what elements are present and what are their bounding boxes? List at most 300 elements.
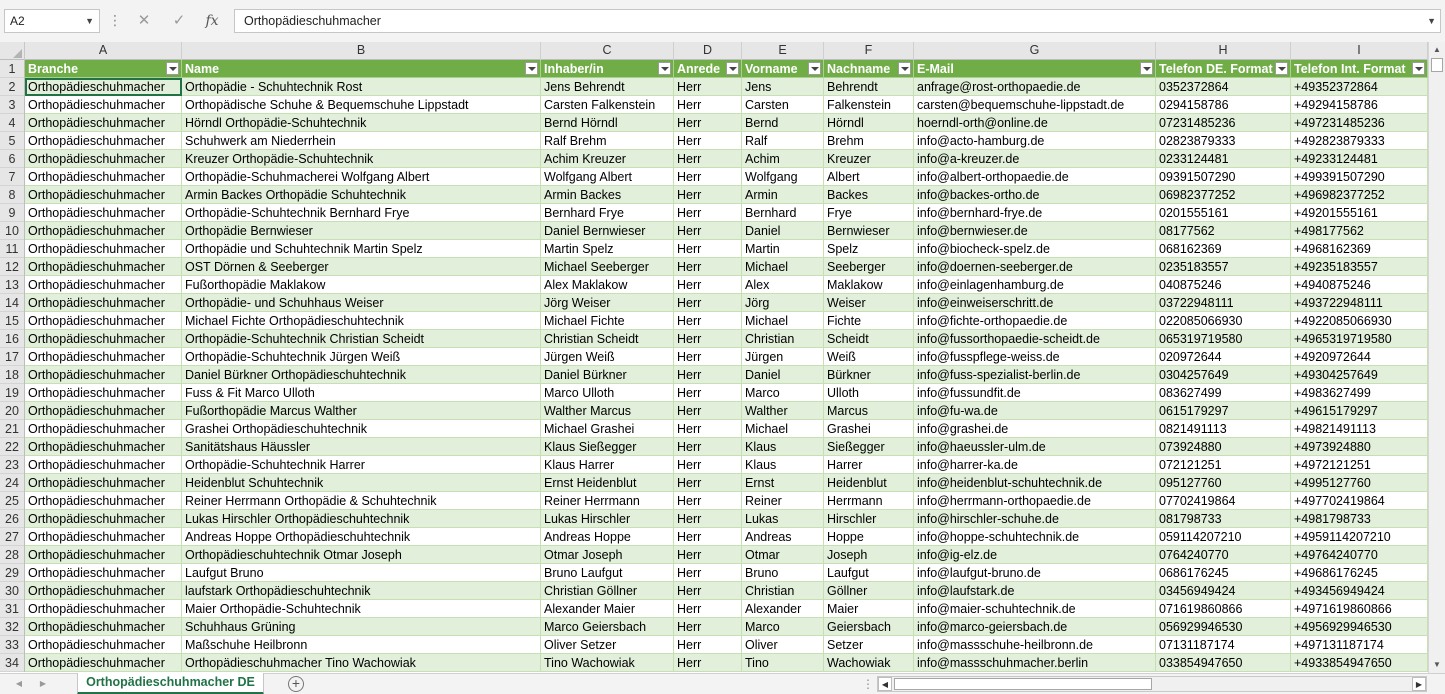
horizontal-scroll-thumb[interactable] — [894, 678, 1152, 690]
table-cell[interactable] — [742, 456, 824, 474]
table-cell[interactable] — [742, 78, 824, 96]
row-header[interactable]: 2 — [0, 78, 24, 96]
table-cell[interactable] — [1291, 618, 1428, 636]
table-cell[interactable] — [1156, 600, 1291, 618]
table-cell[interactable] — [1291, 240, 1428, 258]
table-cell[interactable] — [1291, 402, 1428, 420]
cancel-icon[interactable]: ✕ — [137, 12, 151, 29]
table-cell[interactable] — [824, 654, 914, 672]
table-cell[interactable] — [914, 474, 1156, 492]
table-cell[interactable] — [25, 168, 182, 186]
table-cell[interactable] — [25, 654, 182, 672]
table-cell[interactable] — [914, 492, 1156, 510]
table-cell[interactable] — [824, 438, 914, 456]
column-header-b[interactable]: B — [182, 42, 541, 60]
column-header-g[interactable]: G — [914, 42, 1156, 60]
vertical-scrollbar[interactable] — [1428, 42, 1445, 673]
table-cell[interactable] — [674, 438, 742, 456]
table-cell[interactable] — [182, 582, 541, 600]
row-header[interactable]: 26 — [0, 510, 24, 528]
table-cell[interactable] — [674, 150, 742, 168]
table-cell[interactable] — [914, 168, 1156, 186]
scroll-up-icon[interactable]: ▲ — [1433, 45, 1441, 54]
table-cell[interactable] — [182, 528, 541, 546]
table-cell[interactable] — [824, 564, 914, 582]
table-cell[interactable] — [824, 294, 914, 312]
row-header[interactable]: 24 — [0, 474, 24, 492]
table-cell[interactable] — [182, 96, 541, 114]
table-cell[interactable] — [182, 492, 541, 510]
row-header[interactable]: 27 — [0, 528, 24, 546]
table-cell[interactable] — [1291, 222, 1428, 240]
table-cell[interactable] — [25, 78, 182, 96]
table-cell[interactable] — [541, 600, 674, 618]
table-cell[interactable] — [824, 312, 914, 330]
table-cell[interactable] — [1291, 186, 1428, 204]
table-cell[interactable] — [541, 564, 674, 582]
insert-function-icon[interactable]: fx — [205, 13, 219, 29]
table-cell[interactable] — [541, 654, 674, 672]
header-cell[interactable] — [742, 60, 824, 78]
row-header[interactable]: 31 — [0, 600, 24, 618]
table-cell[interactable] — [742, 114, 824, 132]
table-cell[interactable] — [914, 204, 1156, 222]
table-cell[interactable] — [824, 546, 914, 564]
table-cell[interactable] — [182, 456, 541, 474]
table-cell[interactable] — [674, 258, 742, 276]
table-cell[interactable] — [674, 348, 742, 366]
column-header-c[interactable]: C — [541, 42, 674, 60]
table-cell[interactable] — [742, 150, 824, 168]
table-cell[interactable] — [182, 654, 541, 672]
table-cell[interactable] — [742, 528, 824, 546]
table-cell[interactable] — [1156, 204, 1291, 222]
table-cell[interactable] — [742, 168, 824, 186]
row-header[interactable]: 10 — [0, 222, 24, 240]
table-cell[interactable] — [1156, 582, 1291, 600]
table-cell[interactable] — [1156, 384, 1291, 402]
table-cell[interactable] — [914, 528, 1156, 546]
select-all-corner[interactable] — [0, 42, 25, 60]
table-cell[interactable] — [541, 402, 674, 420]
table-cell[interactable] — [824, 600, 914, 618]
sheet-tab-active[interactable]: Orthopädieschuhmacher DE — [77, 673, 264, 694]
table-cell[interactable] — [1156, 132, 1291, 150]
table-cell[interactable] — [914, 240, 1156, 258]
table-cell[interactable] — [541, 618, 674, 636]
table-cell[interactable] — [914, 402, 1156, 420]
table-cell[interactable] — [824, 510, 914, 528]
table-cell[interactable] — [1156, 492, 1291, 510]
scroll-left-icon[interactable]: ◀ — [878, 677, 892, 691]
table-cell[interactable] — [742, 564, 824, 582]
table-cell[interactable] — [1291, 546, 1428, 564]
table-cell[interactable] — [674, 240, 742, 258]
vertical-scroll-thumb[interactable] — [1431, 58, 1443, 72]
table-cell[interactable] — [674, 330, 742, 348]
row-header[interactable]: 32 — [0, 618, 24, 636]
table-cell[interactable] — [1291, 582, 1428, 600]
table-cell[interactable] — [914, 636, 1156, 654]
table-cell[interactable] — [674, 186, 742, 204]
table-cell[interactable] — [914, 600, 1156, 618]
table-cell[interactable] — [1156, 654, 1291, 672]
table-cell[interactable] — [674, 600, 742, 618]
header-cell[interactable] — [674, 60, 742, 78]
table-cell[interactable] — [824, 474, 914, 492]
header-cell[interactable] — [541, 60, 674, 78]
table-cell[interactable] — [182, 474, 541, 492]
table-cell[interactable] — [25, 114, 182, 132]
table-cell[interactable] — [182, 546, 541, 564]
table-cell[interactable] — [674, 402, 742, 420]
table-cell[interactable] — [674, 366, 742, 384]
table-cell[interactable] — [742, 474, 824, 492]
table-cell[interactable] — [824, 132, 914, 150]
table-cell[interactable] — [541, 420, 674, 438]
table-cell[interactable] — [25, 438, 182, 456]
table-cell[interactable] — [1156, 258, 1291, 276]
table-cell[interactable] — [742, 438, 824, 456]
table-cell[interactable] — [914, 312, 1156, 330]
row-header[interactable]: 4 — [0, 114, 24, 132]
table-cell[interactable] — [674, 204, 742, 222]
table-cell[interactable] — [742, 258, 824, 276]
table-cell[interactable] — [742, 366, 824, 384]
row-header[interactable]: 15 — [0, 312, 24, 330]
filter-dropdown-icon[interactable] — [898, 62, 911, 75]
table-cell[interactable] — [824, 492, 914, 510]
table-cell[interactable] — [1291, 492, 1428, 510]
filter-dropdown-icon[interactable] — [808, 62, 821, 75]
table-cell[interactable] — [1156, 636, 1291, 654]
table-cell[interactable] — [824, 636, 914, 654]
table-cell[interactable] — [824, 222, 914, 240]
table-cell[interactable] — [742, 240, 824, 258]
row-header[interactable]: 8 — [0, 186, 24, 204]
table-cell[interactable] — [1156, 366, 1291, 384]
table-cell[interactable] — [25, 492, 182, 510]
table-cell[interactable] — [25, 258, 182, 276]
chevron-down-icon[interactable]: ▼ — [85, 16, 94, 26]
table-cell[interactable] — [914, 186, 1156, 204]
row-header[interactable]: 17 — [0, 348, 24, 366]
table-cell[interactable] — [25, 348, 182, 366]
table-cell[interactable] — [674, 654, 742, 672]
table-cell[interactable] — [541, 132, 674, 150]
table-cell[interactable] — [182, 78, 541, 96]
table-cell[interactable] — [541, 348, 674, 366]
table-cell[interactable] — [1156, 420, 1291, 438]
table-cell[interactable] — [1156, 456, 1291, 474]
table-cell[interactable] — [25, 564, 182, 582]
table-cell[interactable] — [541, 258, 674, 276]
row-header[interactable]: 14 — [0, 294, 24, 312]
table-cell[interactable] — [824, 186, 914, 204]
table-cell[interactable] — [541, 528, 674, 546]
table-cell[interactable] — [742, 330, 824, 348]
table-cell[interactable] — [824, 348, 914, 366]
table-cell[interactable] — [1291, 78, 1428, 96]
table-cell[interactable] — [1291, 420, 1428, 438]
row-header[interactable]: 28 — [0, 546, 24, 564]
table-cell[interactable] — [914, 78, 1156, 96]
row-header[interactable]: 3 — [0, 96, 24, 114]
table-cell[interactable] — [674, 384, 742, 402]
table-cell[interactable] — [1291, 276, 1428, 294]
table-cell[interactable] — [742, 312, 824, 330]
table-cell[interactable] — [824, 582, 914, 600]
table-cell[interactable] — [182, 618, 541, 636]
table-cell[interactable] — [824, 276, 914, 294]
table-cell[interactable] — [25, 150, 182, 168]
table-cell[interactable] — [742, 384, 824, 402]
table-cell[interactable] — [1291, 330, 1428, 348]
table-cell[interactable] — [25, 294, 182, 312]
table-cell[interactable] — [182, 348, 541, 366]
row-header[interactable]: 19 — [0, 384, 24, 402]
table-cell[interactable] — [1291, 150, 1428, 168]
table-cell[interactable] — [742, 492, 824, 510]
table-cell[interactable] — [674, 582, 742, 600]
filter-dropdown-icon[interactable] — [166, 62, 179, 75]
table-cell[interactable] — [541, 150, 674, 168]
row-header[interactable]: 34 — [0, 654, 24, 672]
table-cell[interactable] — [914, 510, 1156, 528]
table-cell[interactable] — [914, 366, 1156, 384]
table-cell[interactable] — [742, 546, 824, 564]
table-cell[interactable] — [824, 204, 914, 222]
table-cell[interactable] — [25, 456, 182, 474]
table-cell[interactable] — [1156, 114, 1291, 132]
table-cell[interactable] — [824, 78, 914, 96]
table-cell[interactable] — [541, 204, 674, 222]
table-cell[interactable] — [1291, 348, 1428, 366]
table-cell[interactable] — [1156, 438, 1291, 456]
table-cell[interactable] — [824, 402, 914, 420]
table-cell[interactable] — [182, 168, 541, 186]
table-cell[interactable] — [541, 294, 674, 312]
table-cell[interactable] — [541, 78, 674, 96]
table-cell[interactable] — [25, 384, 182, 402]
table-cell[interactable] — [1156, 150, 1291, 168]
table-cell[interactable] — [25, 546, 182, 564]
table-cell[interactable] — [541, 186, 674, 204]
table-cell[interactable] — [1156, 240, 1291, 258]
table-cell[interactable] — [824, 528, 914, 546]
table-cell[interactable] — [25, 204, 182, 222]
table-cell[interactable] — [182, 276, 541, 294]
row-header[interactable]: 21 — [0, 420, 24, 438]
table-cell[interactable] — [182, 294, 541, 312]
table-cell[interactable] — [1291, 312, 1428, 330]
tab-splitter-icon[interactable]: ⋮ — [862, 677, 874, 691]
table-cell[interactable] — [742, 420, 824, 438]
table-cell[interactable] — [182, 222, 541, 240]
table-cell[interactable] — [824, 150, 914, 168]
table-cell[interactable] — [541, 114, 674, 132]
table-cell[interactable] — [1291, 600, 1428, 618]
table-cell[interactable] — [914, 564, 1156, 582]
table-cell[interactable] — [824, 384, 914, 402]
table-cell[interactable] — [674, 168, 742, 186]
table-cell[interactable] — [674, 114, 742, 132]
table-cell[interactable] — [824, 168, 914, 186]
row-header[interactable]: 29 — [0, 564, 24, 582]
table-cell[interactable] — [182, 204, 541, 222]
table-cell[interactable] — [182, 132, 541, 150]
table-cell[interactable] — [674, 546, 742, 564]
row-header[interactable]: 5 — [0, 132, 24, 150]
table-cell[interactable] — [25, 186, 182, 204]
table-cell[interactable] — [914, 582, 1156, 600]
table-cell[interactable] — [914, 654, 1156, 672]
table-cell[interactable] — [914, 222, 1156, 240]
header-cell[interactable] — [824, 60, 914, 78]
row-header[interactable]: 23 — [0, 456, 24, 474]
table-cell[interactable] — [914, 438, 1156, 456]
table-cell[interactable] — [182, 600, 541, 618]
table-cell[interactable] — [182, 420, 541, 438]
table-cell[interactable] — [742, 402, 824, 420]
table-cell[interactable] — [25, 528, 182, 546]
row-header[interactable]: 13 — [0, 276, 24, 294]
table-cell[interactable] — [182, 330, 541, 348]
next-sheet-icon[interactable]: ▶ — [39, 679, 47, 688]
row-header[interactable]: 22 — [0, 438, 24, 456]
table-cell[interactable] — [541, 276, 674, 294]
table-cell[interactable] — [914, 384, 1156, 402]
table-cell[interactable] — [1291, 204, 1428, 222]
table-cell[interactable] — [1291, 96, 1428, 114]
row-header[interactable]: 20 — [0, 402, 24, 420]
table-cell[interactable] — [541, 168, 674, 186]
filter-dropdown-icon[interactable] — [1412, 62, 1425, 75]
table-cell[interactable] — [541, 492, 674, 510]
table-cell[interactable] — [182, 402, 541, 420]
table-cell[interactable] — [541, 330, 674, 348]
table-cell[interactable] — [824, 420, 914, 438]
scroll-down-icon[interactable]: ▼ — [1433, 660, 1441, 669]
table-cell[interactable] — [674, 618, 742, 636]
table-cell[interactable] — [1291, 510, 1428, 528]
table-cell[interactable] — [914, 294, 1156, 312]
table-cell[interactable] — [1156, 546, 1291, 564]
table-cell[interactable] — [674, 222, 742, 240]
row-header[interactable]: 1 — [0, 60, 24, 78]
table-cell[interactable] — [1156, 222, 1291, 240]
table-cell[interactable] — [674, 312, 742, 330]
table-cell[interactable] — [541, 636, 674, 654]
table-cell[interactable] — [1291, 384, 1428, 402]
table-cell[interactable] — [742, 348, 824, 366]
table-cell[interactable] — [182, 240, 541, 258]
table-cell[interactable] — [1156, 168, 1291, 186]
table-cell[interactable] — [742, 132, 824, 150]
table-cell[interactable] — [1291, 258, 1428, 276]
table-cell[interactable] — [541, 438, 674, 456]
column-header-a[interactable]: A — [25, 42, 182, 60]
table-cell[interactable] — [25, 402, 182, 420]
table-cell[interactable] — [25, 276, 182, 294]
row-header[interactable]: 33 — [0, 636, 24, 654]
table-cell[interactable] — [25, 312, 182, 330]
spreadsheet-grid[interactable] — [0, 42, 1428, 673]
table-cell[interactable] — [25, 636, 182, 654]
table-cell[interactable] — [914, 348, 1156, 366]
table-cell[interactable] — [1156, 618, 1291, 636]
table-cell[interactable] — [914, 330, 1156, 348]
header-cell[interactable] — [1291, 60, 1428, 78]
table-cell[interactable] — [742, 654, 824, 672]
scroll-right-icon[interactable]: ▶ — [1412, 677, 1426, 691]
expand-formula-icon[interactable]: ▼ — [1427, 16, 1436, 26]
table-cell[interactable] — [1156, 348, 1291, 366]
header-cell[interactable] — [1156, 60, 1291, 78]
table-cell[interactable] — [25, 474, 182, 492]
row-header[interactable]: 25 — [0, 492, 24, 510]
table-cell[interactable] — [1156, 402, 1291, 420]
table-cell[interactable] — [25, 330, 182, 348]
table-cell[interactable] — [182, 150, 541, 168]
table-cell[interactable] — [1291, 474, 1428, 492]
table-cell[interactable] — [914, 96, 1156, 114]
row-header[interactable]: 12 — [0, 258, 24, 276]
table-cell[interactable] — [541, 222, 674, 240]
table-cell[interactable] — [742, 186, 824, 204]
table-cell[interactable] — [914, 546, 1156, 564]
table-cell[interactable] — [25, 96, 182, 114]
table-cell[interactable] — [1291, 654, 1428, 672]
table-cell[interactable] — [824, 240, 914, 258]
filter-dropdown-icon[interactable] — [726, 62, 739, 75]
table-cell[interactable] — [1291, 168, 1428, 186]
row-header[interactable]: 9 — [0, 204, 24, 222]
column-header-h[interactable]: H — [1156, 42, 1291, 60]
table-cell[interactable] — [914, 618, 1156, 636]
table-cell[interactable] — [674, 78, 742, 96]
column-header-e[interactable]: E — [742, 42, 824, 60]
table-cell[interactable] — [914, 420, 1156, 438]
row-header[interactable]: 16 — [0, 330, 24, 348]
table-cell[interactable] — [914, 456, 1156, 474]
enter-icon[interactable]: ✓ — [172, 12, 186, 29]
name-box[interactable] — [4, 9, 100, 33]
table-cell[interactable] — [1291, 438, 1428, 456]
table-cell[interactable] — [182, 186, 541, 204]
table-cell[interactable] — [1291, 114, 1428, 132]
table-cell[interactable] — [182, 636, 541, 654]
table-cell[interactable] — [1156, 312, 1291, 330]
table-cell[interactable] — [541, 546, 674, 564]
table-cell[interactable] — [742, 618, 824, 636]
table-cell[interactable] — [25, 510, 182, 528]
formula-input[interactable] — [234, 9, 1441, 33]
table-cell[interactable] — [914, 150, 1156, 168]
table-cell[interactable] — [742, 222, 824, 240]
table-cell[interactable] — [25, 366, 182, 384]
table-cell[interactable] — [541, 312, 674, 330]
row-header[interactable]: 11 — [0, 240, 24, 258]
table-cell[interactable] — [541, 456, 674, 474]
row-header[interactable]: 6 — [0, 150, 24, 168]
table-cell[interactable] — [1156, 96, 1291, 114]
table-cell[interactable] — [1291, 456, 1428, 474]
table-cell[interactable] — [1291, 528, 1428, 546]
table-cell[interactable] — [674, 96, 742, 114]
table-cell[interactable] — [25, 600, 182, 618]
table-cell[interactable] — [541, 384, 674, 402]
